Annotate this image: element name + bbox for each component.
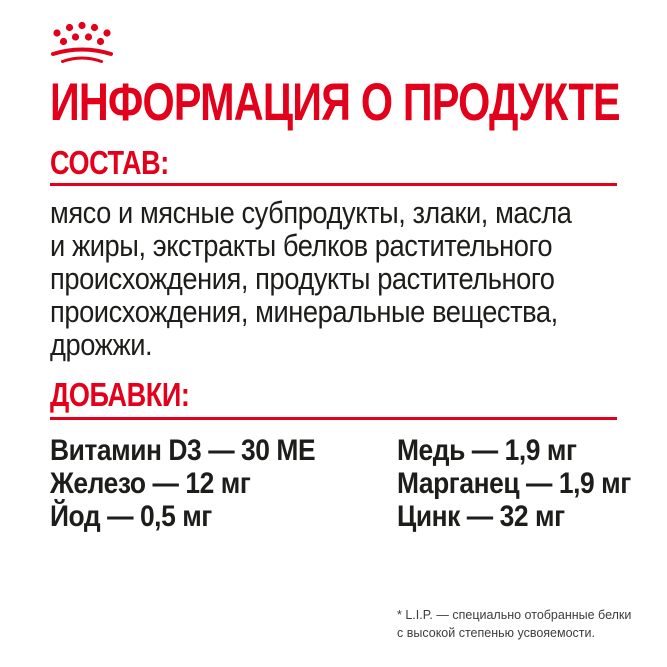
- page-title: ИНФОРМАЦИЯ О ПРОДУКТЕ: [50, 73, 620, 132]
- crown-icon: [50, 20, 114, 68]
- composition-line: происхождения, продукты растительного: [50, 261, 555, 296]
- additive-item: Цинк — 32 мг: [397, 500, 565, 533]
- additive-item: Витамин D3 — 30 МЕ: [50, 434, 316, 467]
- additives-section: [50, 376, 631, 533]
- composition-line: дрожжи.: [50, 327, 153, 362]
- composition-divider: [50, 183, 617, 186]
- composition-line: мясо и мясные субпродукты, злаки, масла: [50, 195, 572, 230]
- composition-line: происхождения, минеральные вещества,: [50, 294, 558, 329]
- additives-right-column: [397, 434, 631, 533]
- additive-item: Йод — 0,5 мг: [50, 500, 212, 533]
- footnote-line: * L.I.P. — специально отобранные белки: [397, 608, 632, 622]
- composition-text: [50, 195, 572, 362]
- additive-item: Железо — 12 мг: [50, 467, 251, 500]
- additives-heading: ДОБАВКИ:: [50, 376, 190, 413]
- composition-heading: СОСТАВ:: [50, 144, 169, 181]
- composition-section: [50, 145, 617, 361]
- additives-divider: [50, 417, 617, 420]
- additives-columns: [50, 434, 631, 533]
- brand-logo: [50, 0, 617, 68]
- additive-item: Медь — 1,9 мг: [397, 434, 577, 467]
- footnote-line: с высокой степенью усвояемости.: [397, 626, 595, 641]
- lip-footnote: [397, 606, 631, 642]
- composition-line: и жиры, экстракты белков растительного: [50, 228, 553, 263]
- additive-item: Марганец — 1,9 мг: [397, 467, 631, 500]
- additives-left-column: [50, 434, 355, 533]
